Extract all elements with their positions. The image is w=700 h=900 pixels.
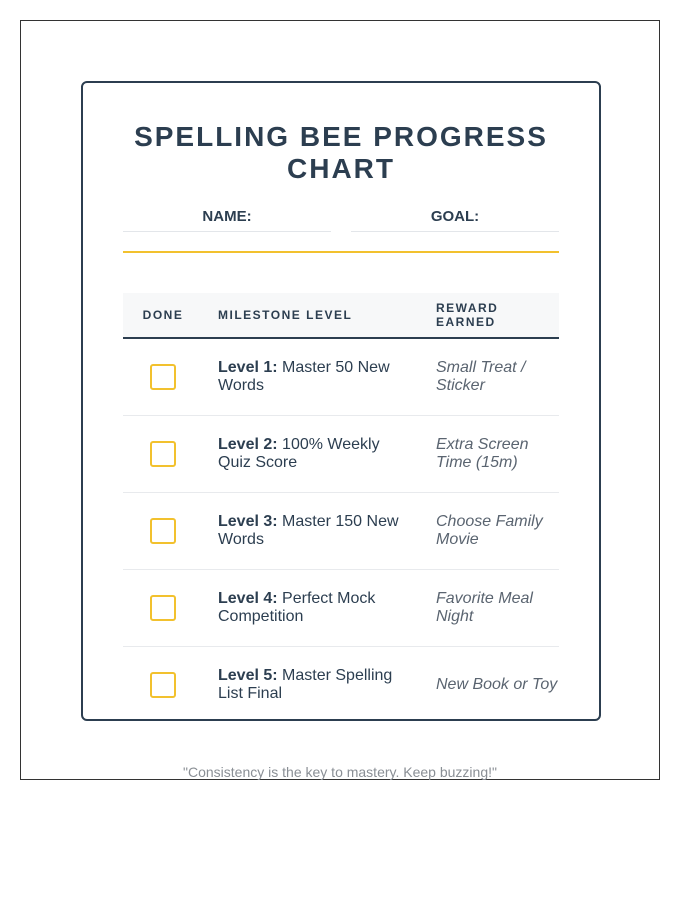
milestone-cell [203, 646, 421, 721]
progress-chart-card [81, 81, 601, 721]
milestone-table [123, 293, 559, 721]
reward-cell: New Book or Toy [436, 675, 558, 693]
name-label: NAME: [202, 208, 252, 225]
table-row [123, 415, 559, 492]
milestone-cell [203, 492, 421, 569]
milestone-text: Master 50 New Words [218, 358, 390, 394]
name-field[interactable] [123, 207, 331, 232]
level-label: Level 4: [218, 589, 278, 607]
table-row [123, 492, 559, 569]
level-label: Level 3: [218, 512, 278, 530]
reward-cell: Small Treat / Sticker [436, 358, 526, 394]
done-checkbox[interactable] [150, 441, 176, 467]
done-checkbox[interactable] [150, 518, 176, 544]
done-checkbox[interactable] [150, 364, 176, 390]
milestone-text: Perfect Mock Competition [218, 589, 376, 625]
header-done: DONE [142, 308, 184, 322]
milestone-cell [203, 338, 421, 415]
footer-quote: "Consistency is the key to mastery. Keep buzzing!" [183, 764, 497, 780]
milestone-text: Master Spelling List Final [218, 666, 393, 702]
gold-divider [123, 251, 559, 253]
goal-label: GOAL: [430, 208, 480, 225]
level-label: Level 1: [218, 358, 278, 376]
level-label: Level 5: [218, 666, 278, 684]
table-row [123, 569, 559, 646]
table-row [123, 338, 559, 415]
reward-cell: Choose Family Movie [436, 512, 543, 548]
header-reward-earned: REWARD EARNED [436, 301, 499, 329]
header-milestone-level: MILESTONE LEVEL [218, 308, 353, 322]
milestone-text: Master 150 New Words [218, 512, 399, 548]
done-checkbox[interactable] [150, 672, 176, 698]
level-label: Level 2: [218, 435, 278, 453]
table-row [123, 646, 559, 721]
done-checkbox[interactable] [150, 595, 176, 621]
table-header-row [123, 293, 559, 338]
milestone-cell [203, 415, 421, 492]
milestone-text: 100% Weekly Quiz Score [218, 435, 380, 471]
reward-cell: Extra Screen Time (15m) [436, 435, 529, 471]
page-title: SPELLING BEE PROGRESS CHART [134, 121, 548, 184]
reward-cell: Favorite Meal Night [436, 589, 533, 625]
milestone-cell [203, 569, 421, 646]
goal-field[interactable] [351, 207, 559, 232]
